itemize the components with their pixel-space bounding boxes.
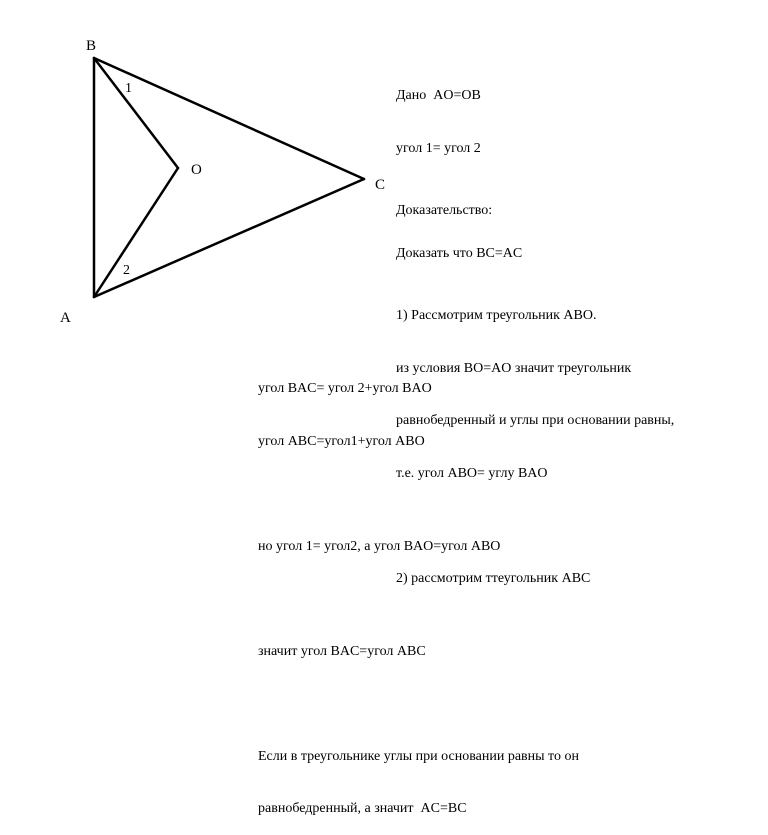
angle-label-2: 2 <box>123 263 130 278</box>
text-line: т.е. угол ABO= углу BAO <box>396 465 548 481</box>
text-line: равнобедренный, а значит AC=BC <box>258 801 467 816</box>
text-line: Дано AO=OB <box>396 88 481 103</box>
text-line: угол 1= угол 2 <box>396 140 481 156</box>
point-label-o: O <box>191 162 202 178</box>
text-line: равнобедренный и углы при основании равны, <box>396 413 675 428</box>
conclusion-section <box>258 345 579 835</box>
text-line: 2) рассмотрим ттеугольник ABC <box>396 570 591 586</box>
text-line: Доказательство: <box>396 203 493 218</box>
text-line: 1) Рассмотрим треугольник ABO. <box>396 308 597 323</box>
text-line <box>258 485 579 503</box>
text-line: из условия BO=AO значит треугольник <box>396 360 632 376</box>
vertex-label-b: B <box>86 38 97 54</box>
vertex-label-a: A <box>60 310 71 326</box>
segment-bc <box>94 58 364 179</box>
text-line: Если в треугольнике углы при основании равны то он <box>258 748 579 764</box>
segment-bo <box>94 58 178 168</box>
text-line: Доказать что BC=AC <box>396 245 523 261</box>
text-line: угол ABC=угол1+угол ABO <box>258 433 425 449</box>
angle-label-1: 1 <box>125 81 132 96</box>
segment-ac <box>94 179 364 297</box>
text-line <box>396 255 674 273</box>
vertex-label-c: C <box>375 177 386 193</box>
text-line <box>258 590 579 608</box>
text-line: но угол 1= угол2, а угол BAO=угол ABO <box>258 538 501 554</box>
text-line <box>258 695 579 713</box>
text-line: угол BAC= угол 2+угол BAO <box>258 381 432 396</box>
text-line: значит угол BAC=угол ABC <box>258 643 426 659</box>
